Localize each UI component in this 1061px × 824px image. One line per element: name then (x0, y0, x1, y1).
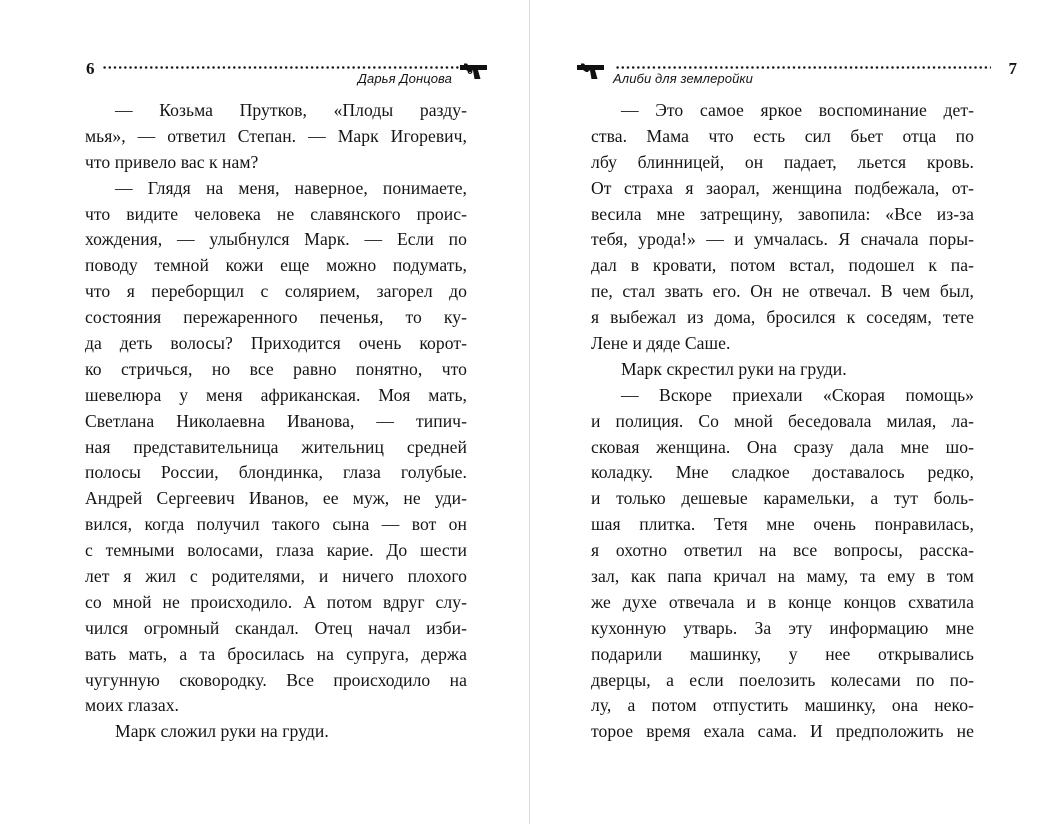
running-title-book: Алиби для землеройки (613, 71, 753, 86)
running-header (86, 58, 488, 86)
text-line: Андрей Сергеевич Иванов, ее муж, не уди- (85, 488, 467, 509)
revolver-icon (575, 62, 605, 80)
text-line: вать мать, а та бросилась на супруга, держа (85, 643, 467, 664)
right-page (531, 0, 1061, 824)
page-body-text (85, 98, 467, 745)
text-line: и полиция. Со мной беседовала милая, ла- (591, 410, 974, 431)
text-line: зал, как папа кричал на маму, та ему в том (591, 566, 974, 587)
page-number: 6 (86, 59, 95, 78)
text-line: подарили машинку, у нее открывались (591, 643, 974, 664)
text-line: да деть волосы? Приходится очень корот- (85, 333, 467, 354)
text-line: мья», — ответил Степан. — Марк Игоревич, (85, 125, 467, 146)
text-line: со мной не происходило. А потом вдруг слу- (85, 591, 467, 612)
text-line: — Козьма Прутков, «Плоды разду- (115, 100, 467, 120)
text-line: дал в кровати, потом встал, подошел к па- (591, 255, 974, 276)
text-line: лбу блинницей, он падает, льется кровь. (591, 151, 974, 172)
text-line: что я переборщил с солярием, загорел до (85, 281, 467, 302)
text-line: шевелюра у меня африканская. Моя мать, (85, 384, 467, 405)
text-line: Марк скрестил руки на груди. (621, 358, 847, 379)
text-line: ко стричься, но все равно понятно, что (85, 358, 467, 379)
book-gutter (529, 0, 530, 824)
text-line: чугунную сковородку. Все происходило на (85, 669, 467, 690)
text-line: состояния пережаренного печенья, то ку- (85, 307, 467, 328)
text-line: вился, когда получил такого сына — вот он (85, 514, 467, 535)
text-line: тебя, урода!» — и умчалась. Я сначала поры- (591, 229, 974, 250)
text-line: же духе отвечала и в конце концов схватила (591, 591, 974, 612)
text-line: с темными волосами, глаза карие. До шести (85, 540, 467, 561)
text-line: Марк сложил руки на груди. (115, 721, 329, 742)
running-title-author: Дарья Донцова (357, 71, 452, 86)
text-line: и только дешевые карамельки, а тут боль- (591, 488, 974, 509)
text-line: От страха я заорал, женщина подбежала, от- (591, 177, 974, 198)
text-line: чился огромный скандал. Отец начал изби- (85, 617, 467, 638)
text-line: лу, а потом отпустить машинку, она неко- (591, 695, 974, 716)
text-line: полосы России, блондинка, глаза голубые. (85, 462, 467, 483)
text-line: я охотно ответил на все вопросы, расска- (591, 540, 974, 561)
revolver-icon (458, 62, 488, 80)
text-line: хождения, — улыбнулся Марк. — Если по (85, 229, 467, 250)
text-line: дверцы, а если поелозить колесами по по- (591, 669, 974, 690)
text-line: кухонную утварь. За эту информацию мне (591, 617, 974, 638)
text-line: коладку. Мне сладкое доставалось редко, (591, 462, 974, 483)
text-line: я выбежал из дома, бросился к соседям, тете (591, 307, 974, 328)
text-line: моих глазах. (85, 695, 180, 716)
text-line: — Это самое яркое воспоминание дет- (621, 100, 974, 120)
text-line: ства. Мама что есть сил бьет отца по (591, 125, 974, 146)
text-line: сковая женщина. Она сразу дала мне шо- (591, 436, 974, 457)
text-line: поводу темной кожи еще можно подумать, (85, 255, 467, 276)
text-line: шая плитка. Тетя мне очень понравилась, (591, 514, 974, 535)
text-line: что привело вас к нам? (85, 151, 259, 172)
text-line: — Глядя на меня, наверное, понимаете, (115, 177, 467, 198)
running-header (575, 58, 1017, 86)
text-line: лет я жил с родителями, и ничего плохого (85, 566, 467, 587)
text-line: торое время ехала сама. И предположить не (591, 721, 974, 742)
left-page (0, 0, 530, 824)
text-line: ная представительница жительниц средней (85, 436, 467, 457)
page-number: 7 (1008, 59, 1017, 78)
text-line: Лене и дяде Саше. (591, 333, 731, 354)
text-line: что видите человека не славянского проис- (85, 203, 467, 224)
dotted-rule (615, 66, 991, 69)
text-line: — Вскоре приехали «Скорая помощь» (621, 384, 974, 405)
page-body-text (591, 98, 974, 745)
text-line: пе, стал звать его. Он не отвечал. В чем был, (591, 281, 974, 302)
dotted-rule (102, 66, 464, 69)
text-line: Светлана Николаевна Иванова, — типич- (85, 410, 467, 431)
text-line: весила мне затрещину, завопила: «Все из-за (591, 203, 974, 224)
